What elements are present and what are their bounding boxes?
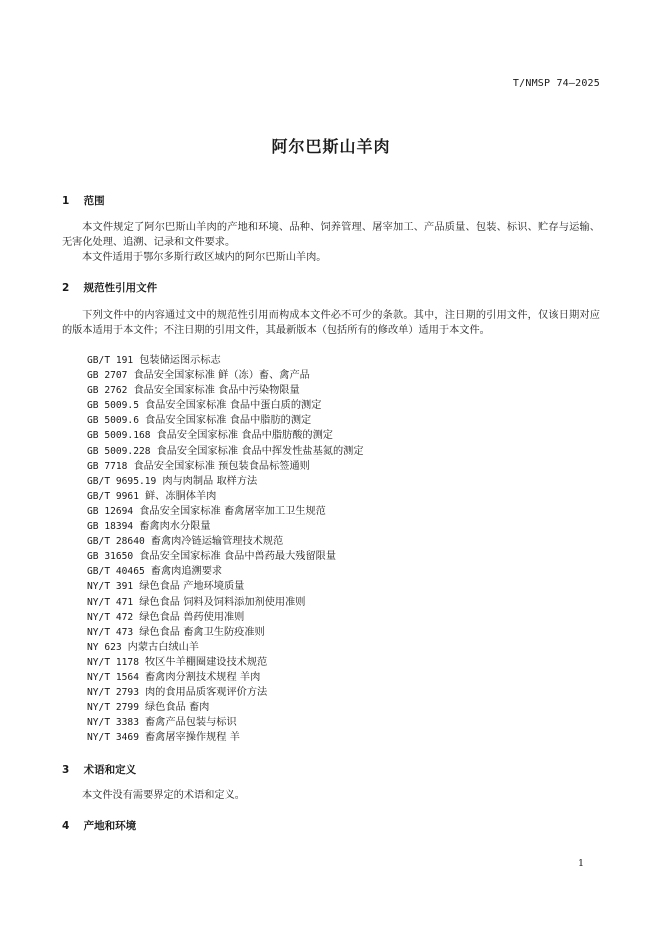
reference-code: NY/T 1564 xyxy=(87,671,139,683)
section-2-title: 规范性引用文件 xyxy=(83,282,158,294)
reference-title: 内蒙古白绒山羊 xyxy=(127,641,199,653)
reference-item xyxy=(87,730,364,745)
reference-title: 畜禽屠宰操作规程 羊 xyxy=(144,732,240,744)
section-1-number: 1 xyxy=(62,195,70,207)
reference-title: 食品安全国家标准 鲜（冻）畜、禽产品 xyxy=(133,370,310,382)
reference-code: NY/T 2799 xyxy=(87,702,139,714)
reference-title: 绿色食品 兽药使用准则 xyxy=(139,611,245,623)
reference-code: NY/T 473 xyxy=(87,626,134,638)
section-4-title: 产地和环境 xyxy=(83,820,137,832)
reference-title: 畜禽肉分割技术规程 羊肉 xyxy=(144,671,261,683)
section-4-number: 4 xyxy=(62,820,70,832)
reference-title: 食品安全国家标准 食品中挥发性盐基氮的测定 xyxy=(156,445,364,457)
reference-title: 畜禽肉追溯要求 xyxy=(150,566,223,578)
reference-item xyxy=(87,489,364,504)
reference-item xyxy=(87,428,364,443)
reference-title: 畜禽肉冷链运输管理技术规范 xyxy=(150,536,284,548)
reference-item xyxy=(87,534,364,549)
section-1-paragraph-1 xyxy=(62,220,600,250)
section-1-paragraph-1-text: 本文件规定了阿尔巴斯山羊肉的产地和环境、品种、饲养管理、屠宰加工、产品质量、包装、标识、贮存与运输、无害化处理、追溯、记录和文件要求。 xyxy=(62,222,600,248)
reference-title: 绿色食品 畜肉 xyxy=(144,702,210,714)
reference-item xyxy=(87,655,364,670)
reference-code: NY/T 471 xyxy=(87,596,134,608)
reference-code: NY/T 1178 xyxy=(87,656,139,668)
page-number: 1 xyxy=(577,858,584,869)
section-3-heading xyxy=(62,762,136,777)
reference-code: NY 623 xyxy=(87,641,122,653)
reference-code: NY/T 2793 xyxy=(87,687,139,699)
reference-title: 肉的食用品质客观评价方法 xyxy=(144,687,268,699)
section-2-number: 2 xyxy=(62,282,70,294)
reference-title: 绿色食品 饲料及饲料添加剂使用准则 xyxy=(139,596,306,608)
reference-title: 食品安全国家标准 畜禽屠宰加工卫生规范 xyxy=(139,505,326,517)
reference-item xyxy=(87,368,364,383)
section-2-heading xyxy=(62,280,157,295)
reference-title: 包装储运图示标志 xyxy=(139,355,221,366)
reference-item xyxy=(87,519,364,534)
reference-item xyxy=(87,715,364,730)
reference-item xyxy=(87,670,364,685)
reference-title: 食品安全国家标准 食品中脂肪酸的测定 xyxy=(156,430,333,442)
reference-code: NY/T 3469 xyxy=(87,732,139,744)
reference-code: GB 5009.168 xyxy=(87,430,151,442)
reference-code: NY/T 391 xyxy=(87,581,134,593)
section-2-intro-text: 下列文件中的内容通过文中的规范性引用而构成本文件必不可少的条款。其中，注日期的引用文件，仅该日期对应的版本适用于本文件；不注日期的引用文件，其最新版本（包括所有的修改单）适用于本文件。 xyxy=(62,310,600,336)
section-4-heading xyxy=(62,818,136,833)
reference-item xyxy=(87,504,364,519)
reference-code: GB 7718 xyxy=(87,460,128,472)
section-3-title: 术语和定义 xyxy=(83,764,137,776)
reference-item xyxy=(87,685,364,700)
reference-item xyxy=(87,700,364,715)
reference-item xyxy=(87,353,364,368)
section-1-paragraph-2 xyxy=(62,250,600,265)
reference-title: 畜禽产品包装与标识 xyxy=(144,717,237,729)
reference-code: GB 5009.5 xyxy=(87,400,139,412)
reference-item xyxy=(87,625,364,640)
reference-item xyxy=(87,564,364,579)
reference-title: 食品安全国家标准 预包装食品标签通则 xyxy=(133,460,310,472)
reference-code: GB 2762 xyxy=(87,385,128,397)
reference-code: GB/T 9961 xyxy=(87,490,139,502)
reference-item xyxy=(87,398,364,413)
reference-item xyxy=(87,444,364,459)
reference-code: GB 5009.6 xyxy=(87,415,139,427)
reference-item xyxy=(87,474,364,489)
section-3-paragraph-1 xyxy=(62,788,600,803)
reference-code: GB/T 28640 xyxy=(87,536,145,548)
reference-code: GB 18394 xyxy=(87,521,134,533)
document-title: 阿尔巴斯山羊肉 xyxy=(271,137,391,156)
standard-code: T/NMSP 74—2025 xyxy=(512,78,600,89)
reference-title: 食品安全国家标准 食品中污染物限量 xyxy=(133,385,300,397)
reference-item xyxy=(87,459,364,474)
reference-code: GB/T 9695.19 xyxy=(87,475,157,487)
reference-item xyxy=(87,549,364,564)
section-1-title: 范围 xyxy=(83,195,105,207)
section-3-paragraph-1-text: 本文件没有需要界定的术语和定义。 xyxy=(82,790,245,801)
reference-item xyxy=(87,579,364,594)
reference-code: GB/T 191 xyxy=(87,355,134,366)
section-3-number: 3 xyxy=(62,764,70,776)
reference-code: GB 2707 xyxy=(87,370,128,382)
normative-reference-list xyxy=(87,353,364,745)
section-1-paragraph-2-text: 本文件适用于鄂尔多斯行政区域内的阿尔巴斯山羊肉。 xyxy=(82,252,327,263)
reference-item xyxy=(87,595,364,610)
reference-item xyxy=(87,413,364,428)
reference-code: GB 12694 xyxy=(87,505,134,517)
reference-code: NY/T 3383 xyxy=(87,717,139,729)
reference-code: GB 5009.228 xyxy=(87,445,151,457)
reference-title: 牧区牛羊棚圈建设技术规范 xyxy=(144,656,268,668)
reference-title: 绿色食品 产地环境质量 xyxy=(139,581,245,593)
reference-title: 食品安全国家标准 食品中脂肪的测定 xyxy=(144,415,312,427)
reference-item xyxy=(87,640,364,655)
reference-title: 鲜、冻胴体羊肉 xyxy=(144,490,217,502)
reference-code: GB/T 40465 xyxy=(87,566,145,578)
reference-title: 食品安全国家标准 食品中兽药最大残留限量 xyxy=(139,551,337,563)
reference-title: 绿色食品 畜禽卫生防疫准则 xyxy=(139,626,265,638)
reference-code: GB 31650 xyxy=(87,551,134,563)
reference-title: 食品安全国家标准 食品中蛋白质的测定 xyxy=(144,400,322,412)
reference-item xyxy=(87,610,364,625)
reference-code: NY/T 472 xyxy=(87,611,134,623)
section-1-heading xyxy=(62,193,105,208)
reference-title: 肉与肉制品 取样方法 xyxy=(162,475,258,487)
section-2-intro xyxy=(62,308,600,338)
reference-title: 畜禽肉水分限量 xyxy=(139,521,211,533)
reference-item xyxy=(87,383,364,398)
